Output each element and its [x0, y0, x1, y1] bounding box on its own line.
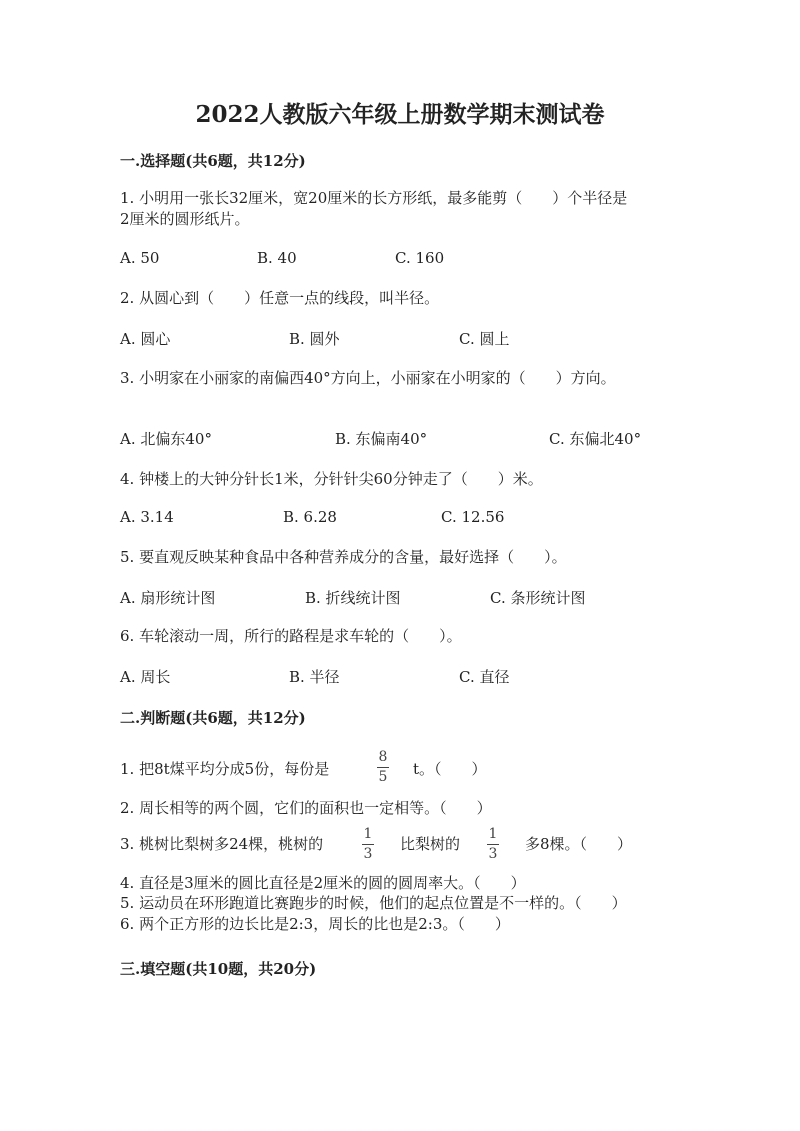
- judge-3-middle: 比梨树的: [400, 835, 461, 853]
- question-3-option-b: B. 东偏南40°: [335, 430, 428, 448]
- question-1-line-2: 2厘米的圆形纸片。: [120, 210, 250, 228]
- judge-6: 6. 两个正方形的边长比是2:3，周长的比也是2:3。（ ）: [120, 915, 510, 933]
- question-1-option-c: C. 160: [395, 249, 445, 267]
- fraction-numerator: 1: [488, 826, 498, 842]
- section-heading-fill: 三.填空题(共10题，共20分): [120, 960, 317, 978]
- section-heading-choice: 一.选择题(共6题，共12分): [120, 152, 306, 170]
- question-4-option-a: A. 3.14: [120, 508, 174, 526]
- fraction-numerator: 8: [378, 749, 388, 765]
- question-6: 6. 车轮滚动一周，所行的路程是求车轮的（ ）。: [120, 627, 462, 645]
- section-heading-judge: 二.判断题(共6题，共12分): [120, 709, 306, 727]
- question-2-option-b: B. 圆外: [289, 330, 340, 348]
- fraction-numerator: 1: [363, 826, 373, 842]
- judge-4: 4. 直径是3厘米的圆比直径是2厘米的圆的圆周率大。（ ）: [120, 874, 526, 892]
- question-4-option-c: C. 12.56: [441, 508, 505, 526]
- judge-3-text: 3. 桃树比梨树多24棵，桃树的: [120, 835, 324, 853]
- fraction-bar: [362, 844, 374, 845]
- question-5: 5. 要直观反映某种食品中各种营养成分的含量，最好选择（ ）。: [120, 548, 567, 566]
- question-3-option-c: C. 东偏北40°: [549, 430, 642, 448]
- judge-1-tail: t。（ ）: [413, 760, 487, 778]
- page-title: 2022人教版六年级上册数学期末测试卷: [195, 101, 605, 128]
- judge-1-fraction: [377, 749, 389, 786]
- question-5-option-b: B. 折线统计图: [305, 589, 401, 607]
- question-4-option-b: B. 6.28: [283, 508, 337, 526]
- fraction-denominator: 5: [378, 769, 388, 785]
- judge-2: 2. 周长相等的两个圆，它们的面积也一定相等。（ ）: [120, 799, 492, 817]
- question-6-option-a: A. 周长: [120, 668, 171, 686]
- question-2: 2. 从圆心到（ ）任意一点的线段，叫半径。: [120, 289, 440, 307]
- question-3: 3. 小明家在小丽家的南偏西40°方向上，小丽家在小明家的（ ）方向。: [120, 369, 616, 387]
- question-1-option-b: B. 40: [257, 249, 297, 267]
- question-6-option-c: C. 直径: [459, 668, 510, 686]
- judge-1-text: 1. 把8t煤平均分成5份，每份是: [120, 760, 330, 778]
- judge-3-fraction-2: [487, 826, 499, 863]
- judge-3-tail: 多8棵。（ ）: [525, 835, 633, 853]
- question-1-line-1: 1. 小明用一张长32厘米，宽20厘米的长方形纸，最多能剪（ ）个半径是: [120, 189, 628, 207]
- question-2-option-c: C. 圆上: [459, 330, 510, 348]
- fraction-bar: [487, 844, 499, 845]
- question-2-option-a: A. 圆心: [120, 330, 171, 348]
- fraction-denominator: 3: [488, 846, 498, 862]
- fraction-denominator: 3: [363, 846, 373, 862]
- question-1-option-a: A. 50: [120, 249, 160, 267]
- question-4: 4. 钟楼上的大钟分针长1米，分针针尖60分钟走了（ ）米。: [120, 470, 543, 488]
- judge-5: 5. 运动员在环形跑道比赛跑步的时候，他们的起点位置是不一样的。（ ）: [120, 894, 627, 912]
- fraction-bar: [377, 767, 389, 768]
- question-5-option-a: A. 扇形统计图: [120, 589, 216, 607]
- judge-3-fraction-1: [362, 826, 374, 863]
- question-3-option-a: A. 北偏东40°: [120, 430, 212, 448]
- question-5-option-c: C. 条形统计图: [490, 589, 586, 607]
- question-6-option-b: B. 半径: [289, 668, 340, 686]
